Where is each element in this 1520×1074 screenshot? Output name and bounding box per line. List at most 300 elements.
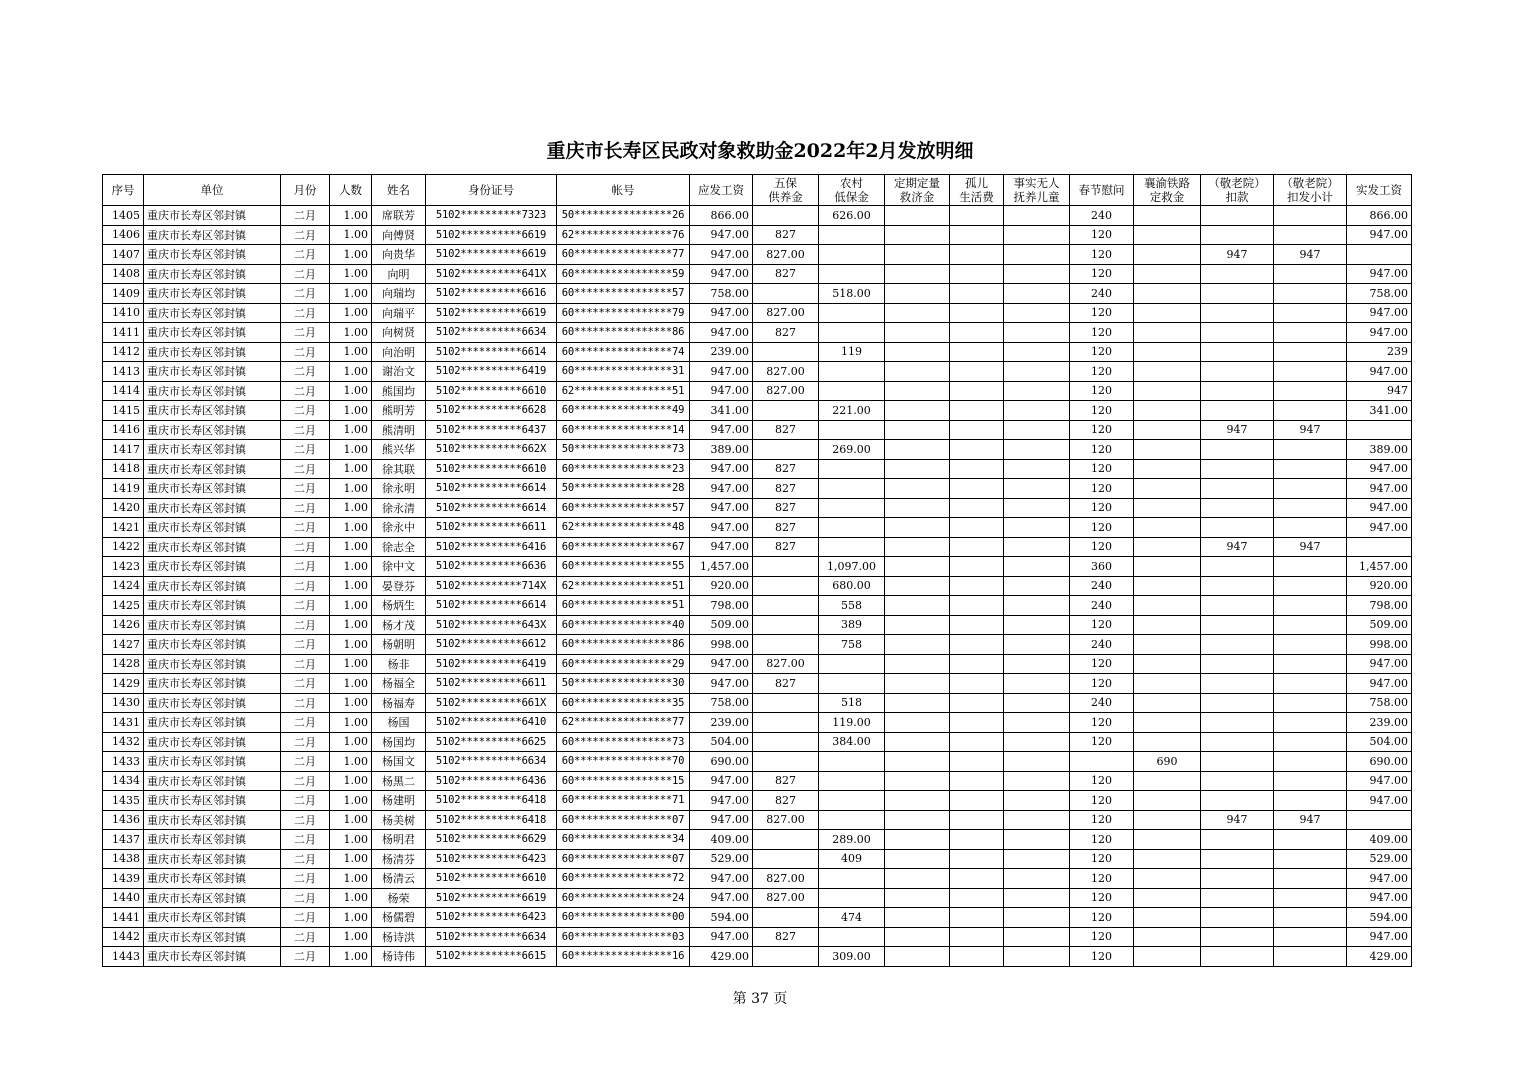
cell-col-net-pay: 947.00 [1347, 225, 1412, 245]
cell-col-rural-dibao: 309.00 [819, 947, 885, 967]
cell-col-seq: 1443 [103, 947, 144, 967]
header-col-xiangyu-railway: 襄渝铁路 定救金 [1134, 175, 1201, 206]
cell-col-spring-festival: 120 [1070, 771, 1134, 791]
cell-col-orphan [950, 908, 1004, 928]
cell-col-rural-dibao [819, 771, 885, 791]
cell-col-people: 1.00 [330, 362, 372, 382]
cell-col-orphan [950, 245, 1004, 265]
cell-col-nursing-deduction [1201, 615, 1274, 635]
cell-col-net-pay: 947 [1347, 381, 1412, 401]
cell-col-regular-relief [885, 713, 950, 733]
cell-col-unattended-child [1004, 830, 1070, 850]
cell-col-rural-dibao: 269.00 [819, 440, 885, 460]
cell-col-id-number: 5102**********6615 [426, 947, 557, 967]
cell-col-month: 二月 [281, 323, 330, 343]
cell-col-rural-dibao: 680.00 [819, 576, 885, 596]
cell-col-people: 1.00 [330, 927, 372, 947]
cell-col-people: 1.00 [330, 284, 372, 304]
cell-col-net-pay: 947.00 [1347, 323, 1412, 343]
table-row [103, 225, 1412, 245]
cell-col-wubao: 827 [753, 264, 819, 284]
cell-col-name: 杨清芬 [372, 849, 426, 869]
cell-col-rural-dibao [819, 225, 885, 245]
cell-col-net-pay: 947.00 [1347, 869, 1412, 889]
cell-col-account: 60****************71 [557, 791, 690, 811]
table-row [103, 849, 1412, 869]
cell-col-account: 60****************72 [557, 869, 690, 889]
cell-col-wubao: 827 [753, 459, 819, 479]
cell-col-nursing-subtotal [1274, 888, 1347, 908]
cell-col-net-pay: 947.00 [1347, 927, 1412, 947]
cell-col-regular-relief [885, 869, 950, 889]
cell-col-xiangyu-railway [1134, 927, 1201, 947]
cell-col-unit: 重庆市长寿区邻封镇 [144, 635, 281, 655]
cell-col-xiangyu-railway [1134, 225, 1201, 245]
cell-col-xiangyu-railway [1134, 440, 1201, 460]
cell-col-seq: 1428 [103, 654, 144, 674]
cell-col-nursing-deduction [1201, 732, 1274, 752]
cell-col-people: 1.00 [330, 615, 372, 635]
cell-col-rural-dibao: 474 [819, 908, 885, 928]
cell-col-name: 杨炳生 [372, 596, 426, 616]
cell-col-regular-relief [885, 264, 950, 284]
cell-col-wubao [753, 693, 819, 713]
cell-col-unattended-child [1004, 635, 1070, 655]
cell-col-unattended-child [1004, 323, 1070, 343]
cell-col-xiangyu-railway [1134, 732, 1201, 752]
page-number: 第 37 页 [732, 991, 788, 1007]
cell-col-regular-relief [885, 693, 950, 713]
cell-col-net-pay: 947.00 [1347, 479, 1412, 499]
cell-col-month: 二月 [281, 479, 330, 499]
cell-col-orphan [950, 732, 1004, 752]
cell-col-spring-festival: 120 [1070, 264, 1134, 284]
cell-col-account: 60****************67 [557, 537, 690, 557]
header-col-wubao: 五保 供养金 [753, 175, 819, 206]
cell-col-nursing-subtotal [1274, 771, 1347, 791]
header-col-gross-pay: 应发工资 [690, 175, 753, 206]
cell-col-rural-dibao [819, 420, 885, 440]
cell-col-gross-pay: 947.00 [690, 518, 753, 538]
cell-col-unattended-child [1004, 440, 1070, 460]
cell-col-id-number: 5102**********6610 [426, 459, 557, 479]
cell-col-rural-dibao: 384.00 [819, 732, 885, 752]
cell-col-nursing-deduction [1201, 927, 1274, 947]
cell-col-orphan [950, 323, 1004, 343]
cell-col-orphan [950, 674, 1004, 694]
cell-col-name: 向瑞均 [372, 284, 426, 304]
cell-col-orphan [950, 264, 1004, 284]
cell-col-wubao: 827 [753, 498, 819, 518]
cell-col-account: 60****************57 [557, 498, 690, 518]
table-row [103, 908, 1412, 928]
table-row [103, 674, 1412, 694]
cell-col-regular-relief [885, 284, 950, 304]
cell-col-account: 60****************16 [557, 947, 690, 967]
cell-col-net-pay: 758.00 [1347, 693, 1412, 713]
cell-col-xiangyu-railway [1134, 713, 1201, 733]
cell-col-net-pay [1347, 810, 1412, 830]
cell-col-seq: 1412 [103, 342, 144, 362]
cell-col-people: 1.00 [330, 401, 372, 421]
cell-col-nursing-subtotal [1274, 830, 1347, 850]
cell-col-unit: 重庆市长寿区邻封镇 [144, 615, 281, 635]
table-row [103, 401, 1412, 421]
cell-col-nursing-subtotal [1274, 323, 1347, 343]
cell-col-gross-pay: 429.00 [690, 947, 753, 967]
cell-col-name: 向治明 [372, 342, 426, 362]
table-row [103, 576, 1412, 596]
cell-col-name: 徐永明 [372, 479, 426, 499]
cell-col-nursing-subtotal [1274, 615, 1347, 635]
cell-col-gross-pay: 758.00 [690, 693, 753, 713]
cell-col-unattended-child [1004, 303, 1070, 323]
cell-col-orphan [950, 771, 1004, 791]
cell-col-name: 杨明君 [372, 830, 426, 850]
cell-col-seq: 1421 [103, 518, 144, 538]
cell-col-account: 60****************79 [557, 303, 690, 323]
cell-col-month: 二月 [281, 791, 330, 811]
cell-col-unattended-child [1004, 362, 1070, 382]
cell-col-xiangyu-railway [1134, 284, 1201, 304]
cell-col-id-number: 5102**********6616 [426, 284, 557, 304]
cell-col-net-pay: 429.00 [1347, 947, 1412, 967]
cell-col-month: 二月 [281, 752, 330, 772]
cell-col-people: 1.00 [330, 888, 372, 908]
cell-col-unit: 重庆市长寿区邻封镇 [144, 947, 281, 967]
header-col-name: 姓名 [372, 175, 426, 206]
cell-col-account: 60****************07 [557, 810, 690, 830]
cell-col-unattended-child [1004, 927, 1070, 947]
cell-col-id-number: 5102**********6614 [426, 498, 557, 518]
cell-col-unattended-child [1004, 732, 1070, 752]
cell-col-month: 二月 [281, 947, 330, 967]
cell-col-orphan [950, 791, 1004, 811]
cell-col-people: 1.00 [330, 264, 372, 284]
cell-col-orphan [950, 420, 1004, 440]
cell-col-spring-festival: 240 [1070, 284, 1134, 304]
cell-col-rural-dibao: 558 [819, 596, 885, 616]
cell-col-id-number: 5102**********6610 [426, 869, 557, 889]
header-col-unit: 单位 [144, 175, 281, 206]
cell-col-nursing-deduction [1201, 323, 1274, 343]
cell-col-xiangyu-railway [1134, 635, 1201, 655]
cell-col-seq: 1438 [103, 849, 144, 869]
cell-col-name: 向明 [372, 264, 426, 284]
cell-col-unattended-child [1004, 342, 1070, 362]
cell-col-net-pay: 690.00 [1347, 752, 1412, 772]
cell-col-month: 二月 [281, 518, 330, 538]
cell-col-spring-festival: 120 [1070, 225, 1134, 245]
cell-col-regular-relief [885, 596, 950, 616]
cell-col-gross-pay: 866.00 [690, 206, 753, 226]
cell-col-id-number: 5102**********643X [426, 615, 557, 635]
cell-col-account: 60****************77 [557, 245, 690, 265]
cell-col-unattended-child [1004, 479, 1070, 499]
cell-col-nursing-subtotal [1274, 303, 1347, 323]
cell-col-unit: 重庆市长寿区邻封镇 [144, 459, 281, 479]
cell-col-account: 60****************40 [557, 615, 690, 635]
cell-col-gross-pay: 947.00 [690, 771, 753, 791]
cell-col-gross-pay: 947.00 [690, 245, 753, 265]
cell-col-orphan [950, 615, 1004, 635]
cell-col-rural-dibao: 518.00 [819, 284, 885, 304]
cell-col-unattended-child [1004, 537, 1070, 557]
cell-col-id-number: 5102**********6418 [426, 791, 557, 811]
cell-col-account: 62****************51 [557, 576, 690, 596]
cell-col-month: 二月 [281, 342, 330, 362]
cell-col-nursing-deduction [1201, 947, 1274, 967]
table-row [103, 459, 1412, 479]
cell-col-seq: 1409 [103, 284, 144, 304]
cell-col-name: 杨国文 [372, 752, 426, 772]
cell-col-xiangyu-railway [1134, 245, 1201, 265]
cell-col-gross-pay: 947.00 [690, 264, 753, 284]
cell-col-month: 二月 [281, 245, 330, 265]
cell-col-name: 杨黑二 [372, 771, 426, 791]
cell-col-net-pay: 1,457.00 [1347, 557, 1412, 577]
cell-col-unattended-child [1004, 615, 1070, 635]
cell-col-wubao [753, 206, 819, 226]
cell-col-net-pay: 947.00 [1347, 771, 1412, 791]
cell-col-nursing-deduction: 947 [1201, 420, 1274, 440]
cell-col-net-pay: 594.00 [1347, 908, 1412, 928]
cell-col-gross-pay: 947.00 [690, 225, 753, 245]
cell-col-unit: 重庆市长寿区邻封镇 [144, 732, 281, 752]
cell-col-orphan [950, 381, 1004, 401]
cell-col-month: 二月 [281, 869, 330, 889]
table-row [103, 693, 1412, 713]
cell-col-wubao: 827.00 [753, 654, 819, 674]
cell-col-month: 二月 [281, 264, 330, 284]
cell-col-id-number: 5102**********662X [426, 440, 557, 460]
cell-col-seq: 1424 [103, 576, 144, 596]
cell-col-nursing-deduction [1201, 284, 1274, 304]
cell-col-orphan [950, 693, 1004, 713]
cell-col-regular-relief [885, 654, 950, 674]
cell-col-month: 二月 [281, 713, 330, 733]
cell-col-unit: 重庆市长寿区邻封镇 [144, 206, 281, 226]
cell-col-name: 向傅贤 [372, 225, 426, 245]
cell-col-rural-dibao: 1,097.00 [819, 557, 885, 577]
cell-col-people: 1.00 [330, 518, 372, 538]
cell-col-seq: 1440 [103, 888, 144, 908]
cell-col-month: 二月 [281, 284, 330, 304]
cell-col-seq: 1411 [103, 323, 144, 343]
cell-col-gross-pay: 690.00 [690, 752, 753, 772]
cell-col-gross-pay: 947.00 [690, 323, 753, 343]
cell-col-xiangyu-railway [1134, 479, 1201, 499]
cell-col-nursing-deduction [1201, 830, 1274, 850]
cell-col-people: 1.00 [330, 713, 372, 733]
cell-col-spring-festival: 120 [1070, 479, 1134, 499]
cell-col-nursing-subtotal [1274, 947, 1347, 967]
cell-col-account: 62****************51 [557, 381, 690, 401]
cell-col-nursing-deduction [1201, 206, 1274, 226]
cell-col-net-pay: 866.00 [1347, 206, 1412, 226]
cell-col-seq: 1416 [103, 420, 144, 440]
cell-col-spring-festival: 240 [1070, 596, 1134, 616]
table-row [103, 615, 1412, 635]
cell-col-people: 1.00 [330, 459, 372, 479]
table-row [103, 245, 1412, 265]
cell-col-seq: 1429 [103, 674, 144, 694]
table-row [103, 440, 1412, 460]
header-col-unattended-child: 事实无人 抚养儿童 [1004, 175, 1070, 206]
cell-col-nursing-subtotal [1274, 576, 1347, 596]
cell-col-wubao: 827 [753, 674, 819, 694]
cell-col-orphan [950, 849, 1004, 869]
cell-col-spring-festival: 120 [1070, 791, 1134, 811]
cell-col-gross-pay: 509.00 [690, 615, 753, 635]
cell-col-nursing-subtotal [1274, 908, 1347, 928]
cell-col-month: 二月 [281, 537, 330, 557]
cell-col-people: 1.00 [330, 771, 372, 791]
cell-col-id-number: 5102**********6636 [426, 557, 557, 577]
cell-col-spring-festival: 120 [1070, 615, 1134, 635]
cell-col-seq: 1437 [103, 830, 144, 850]
cell-col-xiangyu-railway [1134, 869, 1201, 889]
cell-col-name: 杨福寿 [372, 693, 426, 713]
cell-col-rural-dibao [819, 888, 885, 908]
cell-col-seq: 1407 [103, 245, 144, 265]
cell-col-orphan [950, 518, 1004, 538]
cell-col-spring-festival: 120 [1070, 732, 1134, 752]
cell-col-month: 二月 [281, 401, 330, 421]
cell-col-wubao [753, 576, 819, 596]
table-row [103, 752, 1412, 772]
cell-col-month: 二月 [281, 693, 330, 713]
cell-col-people: 1.00 [330, 381, 372, 401]
cell-col-seq: 1405 [103, 206, 144, 226]
cell-col-month: 二月 [281, 206, 330, 226]
cell-col-orphan [950, 869, 1004, 889]
cell-col-name: 徐中文 [372, 557, 426, 577]
cell-col-rural-dibao: 758 [819, 635, 885, 655]
cell-col-xiangyu-railway [1134, 420, 1201, 440]
cell-col-rural-dibao [819, 869, 885, 889]
cell-col-gross-pay: 947.00 [690, 362, 753, 382]
cell-col-account: 50****************30 [557, 674, 690, 694]
cell-col-net-pay: 947.00 [1347, 791, 1412, 811]
table-row [103, 947, 1412, 967]
cell-col-regular-relief [885, 498, 950, 518]
cell-col-account: 60****************29 [557, 654, 690, 674]
cell-col-people: 1.00 [330, 869, 372, 889]
cell-col-xiangyu-railway [1134, 888, 1201, 908]
cell-col-nursing-deduction [1201, 791, 1274, 811]
cell-col-id-number: 5102**********6619 [426, 888, 557, 908]
cell-col-id-number: 5102**********6628 [426, 401, 557, 421]
cell-col-rural-dibao [819, 674, 885, 694]
cell-col-month: 二月 [281, 225, 330, 245]
cell-col-people: 1.00 [330, 342, 372, 362]
cell-col-account: 62****************77 [557, 713, 690, 733]
cell-col-net-pay: 947.00 [1347, 888, 1412, 908]
relief-fund-table [102, 174, 1412, 967]
cell-col-name: 杨国均 [372, 732, 426, 752]
cell-col-unit: 重庆市长寿区邻封镇 [144, 849, 281, 869]
cell-col-month: 二月 [281, 615, 330, 635]
header-col-rural-dibao: 农村 低保金 [819, 175, 885, 206]
cell-col-nursing-deduction [1201, 479, 1274, 499]
cell-col-id-number: 5102**********6419 [426, 654, 557, 674]
cell-col-xiangyu-railway [1134, 323, 1201, 343]
cell-col-account: 60****************15 [557, 771, 690, 791]
cell-col-unit: 重庆市长寿区邻封镇 [144, 771, 281, 791]
cell-col-orphan [950, 401, 1004, 421]
cell-col-xiangyu-railway [1134, 849, 1201, 869]
cell-col-rural-dibao: 119.00 [819, 713, 885, 733]
cell-col-spring-festival: 120 [1070, 401, 1134, 421]
cell-col-gross-pay: 529.00 [690, 849, 753, 869]
cell-col-orphan [950, 947, 1004, 967]
cell-col-nursing-deduction: 947 [1201, 537, 1274, 557]
table-row [103, 323, 1412, 343]
cell-col-id-number: 5102**********6619 [426, 225, 557, 245]
cell-col-regular-relief [885, 303, 950, 323]
cell-col-gross-pay: 341.00 [690, 401, 753, 421]
cell-col-name: 熊国均 [372, 381, 426, 401]
cell-col-wubao: 827 [753, 420, 819, 440]
cell-col-name: 杨儒碧 [372, 908, 426, 928]
cell-col-id-number: 5102**********6437 [426, 420, 557, 440]
cell-col-gross-pay: 594.00 [690, 908, 753, 928]
cell-col-nursing-deduction [1201, 498, 1274, 518]
cell-col-seq: 1420 [103, 498, 144, 518]
table-row [103, 303, 1412, 323]
cell-col-seq: 1415 [103, 401, 144, 421]
cell-col-id-number: 5102**********6610 [426, 381, 557, 401]
cell-col-account: 50****************73 [557, 440, 690, 460]
cell-col-seq: 1427 [103, 635, 144, 655]
cell-col-unit: 重庆市长寿区邻封镇 [144, 362, 281, 382]
cell-col-unit: 重庆市长寿区邻封镇 [144, 342, 281, 362]
cell-col-name: 席联芳 [372, 206, 426, 226]
cell-col-orphan [950, 459, 1004, 479]
cell-col-seq: 1436 [103, 810, 144, 830]
cell-col-unattended-child [1004, 674, 1070, 694]
cell-col-net-pay: 947.00 [1347, 264, 1412, 284]
cell-col-wubao: 827.00 [753, 381, 819, 401]
cell-col-account: 62****************48 [557, 518, 690, 538]
cell-col-spring-festival: 120 [1070, 342, 1134, 362]
cell-col-unattended-child [1004, 888, 1070, 908]
cell-col-rural-dibao: 389 [819, 615, 885, 635]
header-col-orphan: 孤儿 生活费 [950, 175, 1004, 206]
table-row [103, 362, 1412, 382]
cell-col-nursing-subtotal [1274, 459, 1347, 479]
cell-col-unattended-child [1004, 381, 1070, 401]
cell-col-wubao: 827.00 [753, 869, 819, 889]
header-col-net-pay: 实发工资 [1347, 175, 1412, 206]
cell-col-rural-dibao [819, 927, 885, 947]
cell-col-net-pay [1347, 537, 1412, 557]
cell-col-nursing-subtotal [1274, 674, 1347, 694]
cell-col-unit: 重庆市长寿区邻封镇 [144, 576, 281, 596]
cell-col-seq: 1430 [103, 693, 144, 713]
cell-col-nursing-subtotal [1274, 225, 1347, 245]
cell-col-month: 二月 [281, 303, 330, 323]
cell-col-id-number: 5102**********661X [426, 693, 557, 713]
cell-col-account: 60****************73 [557, 732, 690, 752]
cell-col-people: 1.00 [330, 693, 372, 713]
cell-col-orphan [950, 810, 1004, 830]
cell-col-people: 1.00 [330, 947, 372, 967]
cell-col-unit: 重庆市长寿区邻封镇 [144, 225, 281, 245]
table-row [103, 420, 1412, 440]
cell-col-name: 杨诗伟 [372, 947, 426, 967]
